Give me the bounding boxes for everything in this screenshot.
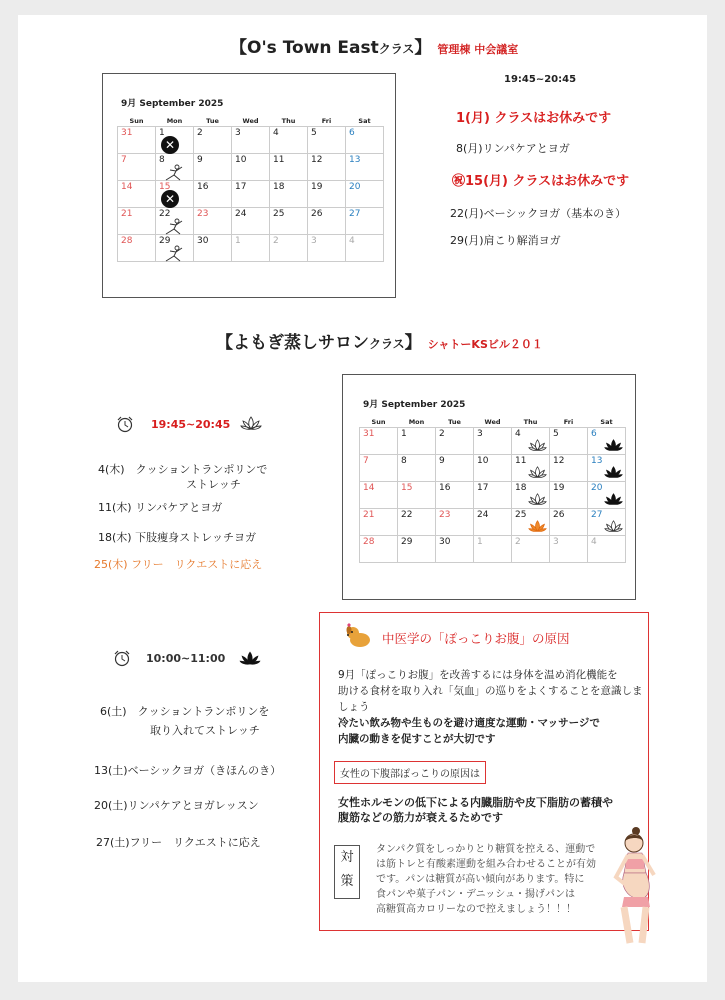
calendar-day-number: 23 [197, 209, 209, 219]
calendar-day-number: 19 [311, 182, 323, 192]
info-paragraph [338, 667, 643, 747]
calendar-day [474, 509, 512, 536]
calendar-day [512, 455, 550, 482]
lotus-outline-icon [604, 519, 623, 533]
calendar-day [232, 181, 270, 208]
thursday-item-25: 25(木) フリー リクエストに応え [94, 558, 263, 571]
calendar-1-title: 9月 September 2025 [121, 99, 224, 109]
calendar-2-title: 9月 September 2025 [363, 400, 466, 410]
woman-illustration [602, 825, 668, 945]
saturday-item-6-cont: 取り入れてストレッチ [150, 724, 260, 737]
calendar-day-number: 1 [159, 128, 165, 138]
calendar-day-number: 26 [553, 510, 565, 520]
calendar-1 [102, 73, 396, 298]
calendar-day [346, 127, 384, 154]
calendar-day-number: 7 [363, 456, 369, 466]
calendar-day [550, 428, 588, 455]
calendar-day-number: 23 [439, 510, 451, 520]
calendar-day [156, 154, 194, 181]
thursday-time: 19:45~20:45 [151, 418, 231, 431]
calendar-day-number: 3 [553, 537, 559, 547]
calendar-day-number: 28 [121, 236, 133, 246]
calendar-day [232, 208, 270, 235]
calendar-day-number: 31 [121, 128, 133, 138]
calendar-day-number: 26 [311, 209, 323, 219]
calendar-day-number: 7 [121, 155, 127, 165]
info-line-5: 内臓の動きを促すことが大切です [338, 733, 496, 745]
calendar-day [346, 181, 384, 208]
calendar-day-number: 27 [349, 209, 361, 219]
calendar-day [346, 154, 384, 181]
calendar-day-number: 4 [273, 128, 279, 138]
saturday-item-27: 27(土)フリー リクエストに応え [96, 836, 261, 849]
section1-title [230, 33, 518, 58]
taisaku-char-2: 策 [340, 874, 354, 889]
calendar-day [550, 536, 588, 563]
weekday-header: Sat [358, 117, 371, 125]
calendar-day [360, 455, 398, 482]
calendar-day-number: 1 [235, 236, 241, 246]
calendar-day-number: 14 [363, 483, 375, 493]
calendar-day-number: 21 [121, 209, 133, 219]
calendar-day-number: 19 [553, 483, 565, 493]
calendar-day-number: 27 [591, 510, 603, 520]
weekday-header: Tue [206, 117, 219, 125]
calendar-day [436, 455, 474, 482]
calendar-day [194, 154, 232, 181]
calendar-day-number: 22 [401, 510, 413, 520]
tips-line-5: 高糖質高カロリーなので控えましょう！！！ [376, 904, 576, 915]
calendar-day-number: 18 [515, 483, 527, 493]
calendar-day [588, 509, 626, 536]
calendar-day [398, 455, 436, 482]
section1-title-main: 【O's Town East [230, 38, 379, 58]
yoga-pose-icon [162, 218, 184, 236]
schedule-item-22: 22(月)ベーシックヨガ（基本のき） [450, 207, 627, 220]
calendar-day-number: 25 [273, 209, 285, 219]
calendar-day-number: 25 [515, 510, 527, 520]
calendar-day-number: 11 [273, 155, 285, 165]
lotus-icon [240, 415, 262, 431]
calendar-day [232, 127, 270, 154]
calendar-day-number: 8 [159, 155, 165, 165]
schedule-item-15: ㊗15(月) クラスはお休みです [452, 174, 630, 189]
tips-line-1: タンパク質をしっかりとり糖質を控える、運動で [376, 844, 596, 855]
info-heading: 中医学の「ぽっこりお腹」の原因 [382, 631, 570, 646]
calendar-day [550, 509, 588, 536]
tips-line-4: 食パンや菓子パン・デニッシュ・揚げパンは [376, 889, 575, 900]
calendar-day [360, 428, 398, 455]
cause-line-1: 女性ホルモンの低下による内臓脂肪や皮下脂肪の蓄積や [338, 796, 613, 809]
weekday-header: Fri [321, 117, 332, 125]
calendar-day [118, 181, 156, 208]
calendar-day-number: 4 [349, 236, 355, 246]
calendar-day-number: 21 [363, 510, 375, 520]
calendar-day [194, 127, 232, 154]
closed-x-icon: ✕ [161, 190, 179, 208]
thursday-item-11: 11(木) リンパケアとヨガ [98, 501, 223, 514]
info-line-4: 冷たい飲み物や生ものを避け適度な運動・マッサージで [338, 717, 600, 729]
calendar-day-number: 13 [349, 155, 361, 165]
calendar-day [270, 127, 308, 154]
calendar-day [360, 536, 398, 563]
calendar-day-number: 9 [197, 155, 203, 165]
saturday-item-6: 6(土) クッショントランポリンを [100, 705, 270, 718]
yoga-pose-icon [162, 245, 184, 263]
calendar-day [308, 181, 346, 208]
calendar-day [118, 235, 156, 262]
thursday-item-4-cont: ストレッチ [186, 478, 241, 491]
calendar-day-number: 30 [197, 236, 209, 246]
calendar-day [194, 208, 232, 235]
cause-line-2: 腹筋などの筋力が衰えるためです [338, 811, 503, 824]
weekday-header: Sun [371, 418, 386, 426]
calendar-day-number: 4 [515, 429, 521, 439]
calendar-1-grid [117, 116, 384, 262]
taisaku-box [334, 845, 360, 899]
calendar-day-number: 6 [591, 429, 597, 439]
calendar-day-number: 9 [439, 456, 445, 466]
calendar-day-number: 15 [159, 182, 171, 192]
calendar-day-number: 24 [477, 510, 489, 520]
calendar-day [512, 536, 550, 563]
calendar-day-number: 28 [363, 537, 375, 547]
tips-line-2: は筋トレと有酸素運動を組み合わせることが有効 [376, 859, 596, 870]
calendar-day [270, 208, 308, 235]
calendar-day [156, 127, 194, 154]
lotus-black-icon [239, 650, 261, 666]
lotus-black-icon [604, 492, 623, 506]
calendar-day-number: 20 [349, 182, 361, 192]
calendar-2-grid [359, 417, 626, 563]
schedule-item-8: 8(月)リンパケアとヨガ [456, 142, 570, 155]
saturday-item-13: 13(土)ベーシックヨガ（きほんのき） [94, 764, 282, 777]
calendar-day-number: 5 [553, 429, 559, 439]
saturday-time: 10:00~11:00 [146, 652, 226, 665]
calendar-day [346, 235, 384, 262]
weekday-header: Mon [408, 418, 425, 426]
section1-time: 19:45~20:45 [504, 74, 577, 85]
calendar-day [588, 455, 626, 482]
calendar-day [550, 455, 588, 482]
calendar-day [512, 428, 550, 455]
calendar-day [474, 536, 512, 563]
calendar-day [512, 509, 550, 536]
info-line-3: しょう [338, 701, 370, 713]
yoga-pose-icon [162, 164, 184, 182]
weekday-header: Thu [523, 418, 538, 426]
calendar-day-number: 16 [439, 483, 451, 493]
calendar-day [270, 181, 308, 208]
section2-title-small: クラス [369, 337, 405, 351]
thursday-item-4: 4(木) クッショントランポリンで [98, 463, 268, 476]
calendar-day [398, 482, 436, 509]
calendar-day [550, 482, 588, 509]
calendar-day [436, 482, 474, 509]
calendar-day [194, 235, 232, 262]
calendar-day-number: 8 [401, 456, 407, 466]
weekday-header: Wed [484, 418, 501, 426]
calendar-day-number: 11 [515, 456, 527, 466]
calendar-day [588, 536, 626, 563]
calendar-day [588, 482, 626, 509]
lotus-outline-icon [528, 438, 547, 452]
calendar-day [118, 127, 156, 154]
info-line-2: 助ける食材を取り入れ「気血」の巡りをよくすることを意識しま [338, 685, 643, 697]
section2-title-end: 】 [404, 333, 422, 353]
calendar-day [308, 235, 346, 262]
calendar-day [436, 536, 474, 563]
calendar-day-number: 1 [477, 537, 483, 547]
calendar-day-number: 10 [477, 456, 489, 466]
lotus-outline-icon [528, 492, 547, 506]
calendar-day-number: 29 [401, 537, 413, 547]
calendar-day [398, 428, 436, 455]
saturday-item-20: 20(土)リンパケアとヨガレッスン [94, 799, 259, 812]
calendar-day [360, 482, 398, 509]
calendar-day-number: 3 [311, 236, 317, 246]
calendar-day [156, 208, 194, 235]
calendar-day [232, 154, 270, 181]
weekday-header: Thu [281, 117, 296, 125]
calendar-day [118, 154, 156, 181]
weekday-header: Sun [129, 117, 144, 125]
cause-tag: 女性の下腹部ぽっこりの原因は [334, 761, 486, 784]
calendar-day [270, 154, 308, 181]
schedule-item-29: 29(月)肩こり解消ヨガ [450, 234, 561, 247]
calendar-day [308, 127, 346, 154]
calendar-day-number: 1 [401, 429, 407, 439]
tips-line-3: です。パンは糖質が高い傾向があります。特に [376, 874, 585, 885]
closed-x-icon: ✕ [161, 136, 179, 154]
section2-title [216, 328, 543, 353]
calendar-day-number: 29 [159, 236, 171, 246]
section1-title-small: クラス [378, 42, 415, 56]
lotus-black-icon [604, 438, 623, 452]
calendar-day-number: 31 [363, 429, 375, 439]
flyer-page [18, 15, 707, 982]
calendar-day-number: 2 [515, 537, 521, 547]
calendar-day-number: 10 [235, 155, 247, 165]
calendar-2 [342, 374, 636, 600]
calendar-day [118, 208, 156, 235]
section2-title-main: 【よもぎ蒸しサロン [216, 333, 369, 353]
tips-text [376, 842, 596, 917]
weekday-header: Sat [600, 418, 613, 426]
calendar-day-number: 14 [121, 182, 133, 192]
calendar-day [512, 482, 550, 509]
dog-icon [344, 623, 374, 649]
taisaku-char-1: 対 [340, 850, 354, 865]
calendar-day [588, 428, 626, 455]
calendar-day [308, 154, 346, 181]
calendar-day [436, 509, 474, 536]
calendar-day-number: 12 [553, 456, 565, 466]
calendar-day-number: 2 [273, 236, 279, 246]
calendar-day-number: 2 [439, 429, 445, 439]
calendar-day-number: 3 [477, 429, 483, 439]
calendar-day [232, 235, 270, 262]
calendar-day [398, 509, 436, 536]
alarm-clock-icon [112, 649, 132, 667]
calendar-day-number: 15 [401, 483, 413, 493]
info-line-1: 9月「ぽっこりお腹」を改善するには身体を温め消化機能を [338, 669, 618, 681]
lotus-outline-icon [528, 465, 547, 479]
calendar-day-number: 4 [591, 537, 597, 547]
lotus-orange-icon [528, 519, 547, 533]
calendar-day-number: 13 [591, 456, 603, 466]
calendar-day-number: 6 [349, 128, 355, 138]
calendar-day [436, 428, 474, 455]
schedule-item-1: 1(月) クラスはお休みです [456, 111, 612, 126]
calendar-day-number: 12 [311, 155, 323, 165]
calendar-day-number: 2 [197, 128, 203, 138]
calendar-day [156, 235, 194, 262]
weekday-header: Fri [563, 418, 574, 426]
alarm-clock-icon [115, 415, 135, 433]
calendar-day [474, 482, 512, 509]
section1-location: 管理棟 中会議室 [437, 43, 519, 56]
calendar-day-number: 30 [439, 537, 451, 547]
calendar-day-number: 16 [197, 182, 209, 192]
calendar-day [398, 536, 436, 563]
thursday-item-18: 18(木) 下肢痩身ストレッチヨガ [98, 531, 256, 544]
calendar-day-number: 17 [477, 483, 489, 493]
weekday-header: Mon [166, 117, 183, 125]
calendar-day-number: 24 [235, 209, 247, 219]
calendar-day-number: 3 [235, 128, 241, 138]
lotus-black-icon [604, 465, 623, 479]
calendar-day [194, 181, 232, 208]
calendar-day [474, 455, 512, 482]
calendar-day [156, 181, 194, 208]
calendar-day [346, 208, 384, 235]
section1-title-end: 】 [414, 38, 432, 58]
section2-location: シャトーKSビル２０１ [427, 338, 543, 351]
calendar-day [360, 509, 398, 536]
calendar-day-number: 22 [159, 209, 171, 219]
calendar-day [270, 235, 308, 262]
calendar-day-number: 20 [591, 483, 603, 493]
calendar-day [474, 428, 512, 455]
cause-text [338, 795, 613, 825]
weekday-header: Wed [242, 117, 259, 125]
calendar-day [308, 208, 346, 235]
calendar-day-number: 5 [311, 128, 317, 138]
calendar-day-number: 17 [235, 182, 247, 192]
calendar-day-number: 18 [273, 182, 285, 192]
weekday-header: Tue [448, 418, 461, 426]
